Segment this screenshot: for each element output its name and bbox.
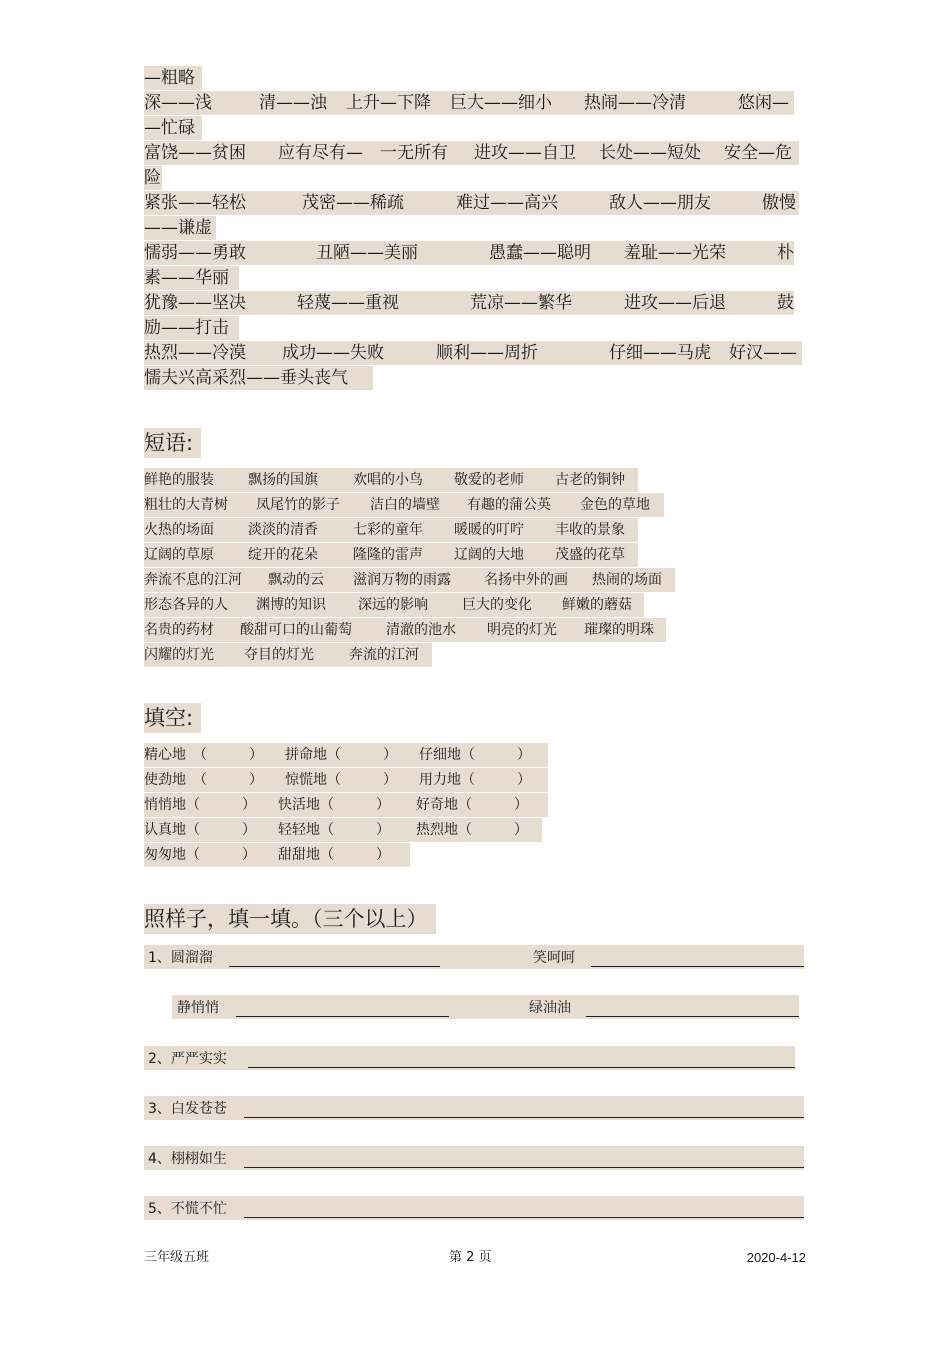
antonym-pair: 犹豫——坚决 <box>144 293 246 313</box>
antonym-pair: 安全—危 <box>724 143 792 163</box>
antonym-pair: 热闹——冷清 <box>584 93 686 113</box>
antonym-pair: 愚蠢——聪明 <box>489 243 591 263</box>
phrase-item: 鲜艳的服装 <box>144 472 214 488</box>
answer-line[interactable] <box>591 966 804 967</box>
antonym-line <box>144 91 804 116</box>
phrase-item: 暖暖的叮咛 <box>454 522 524 538</box>
antonym-pair: 羞耻——光荣 <box>624 243 726 263</box>
phrase-item: 名扬中外的画 <box>484 572 568 588</box>
phrase-item: 明亮的灯光 <box>487 622 557 638</box>
fill-blank-item[interactable]: 认真地（ ） <box>144 822 256 838</box>
antonym-pair: 险 <box>144 168 161 188</box>
phrase-item: 鲜嫩的蘑菇 <box>562 597 632 613</box>
example-2-label: 2、严严实实 <box>148 1051 227 1067</box>
antonym-pair: 素——华丽 <box>144 268 229 288</box>
fill-blank-item[interactable]: 快活地（ ） <box>278 797 390 813</box>
answer-line[interactable] <box>244 1117 804 1118</box>
footer-date: 2020-4-12 <box>746 1250 806 1265</box>
phrase-item: 形态各异的人 <box>144 597 228 613</box>
antonym-line <box>144 266 804 291</box>
phrase-item: 凤尾竹的影子 <box>256 497 340 513</box>
fill-blank-item[interactable]: 轻轻地（ ） <box>278 822 390 838</box>
phrase-item: 闪耀的灯光 <box>144 647 214 663</box>
phrase-item: 淡淡的清香 <box>248 522 318 538</box>
antonym-pair: 励——打击 <box>144 318 229 338</box>
antonym-pair: 一无所有 <box>380 143 448 163</box>
antonym-pair: 轻蔑——重视 <box>297 293 399 313</box>
phrase-item: 璀璨的明珠 <box>584 622 654 638</box>
answer-line[interactable] <box>229 966 440 967</box>
fill-blank-item[interactable]: 精心地 （ ） <box>144 747 263 763</box>
phrase-item: 辽阔的草原 <box>144 547 214 563</box>
fill-blank-item[interactable]: 甜甜地（ ） <box>278 847 390 863</box>
phrase-item: 茂盛的花草 <box>555 547 625 563</box>
phrase-item: 隆隆的雷声 <box>353 547 423 563</box>
phrase-item: 清澈的池水 <box>386 622 456 638</box>
phrase-item: 巨大的变化 <box>462 597 532 613</box>
phrase-item: 有趣的蒲公英 <box>467 497 551 513</box>
fill-blank-item[interactable]: 好奇地（ ） <box>416 797 528 813</box>
antonym-pair: 成功——失败 <box>282 343 384 363</box>
antonym-pair: 进攻——后退 <box>624 293 726 313</box>
antonym-pair: 敌人——朋友 <box>609 193 711 213</box>
phrase-item: 辽阔的大地 <box>454 547 524 563</box>
antonym-pair: 茂密——稀疏 <box>302 193 404 213</box>
phrase-item: 渊博的知识 <box>256 597 326 613</box>
antonym-pair: 应有尽有— <box>278 143 363 163</box>
phrase-item: 热闹的场面 <box>592 572 662 588</box>
example-3-label: 3、白发苍苍 <box>148 1101 227 1117</box>
phrase-item: 敬爱的老师 <box>454 472 524 488</box>
phrase-item: 酸甜可口的山葡萄 <box>240 622 352 638</box>
fill-blank-item[interactable]: 悄悄地（ ） <box>144 797 256 813</box>
phrase-item: 金色的草地 <box>580 497 650 513</box>
antonym-line <box>144 341 804 366</box>
antonym-pair: 上升—下降 <box>346 93 431 113</box>
antonym-list <box>144 66 804 391</box>
answer-line[interactable] <box>244 1217 804 1218</box>
antonym-pair: 巨大——细小 <box>450 93 552 113</box>
antonym-pair: 进攻——自卫 <box>474 143 576 163</box>
antonym-pair: 好汉—— <box>729 343 797 363</box>
antonym-line <box>144 166 804 191</box>
fill-blank-heading: 填空: <box>144 703 201 733</box>
phrases-heading: 短语: <box>144 428 201 458</box>
antonym-line <box>144 141 804 166</box>
antonym-pair: ——谦虚 <box>144 218 212 238</box>
antonym-pair: 难过——高兴 <box>456 193 558 213</box>
phrase-item: 滋润万物的雨露 <box>353 572 451 588</box>
phrase-item: 飘扬的国旗 <box>248 472 318 488</box>
phrase-item: 七彩的童年 <box>353 522 423 538</box>
antonym-pair: 长处——短处 <box>599 143 701 163</box>
antonym-pair: 朴 <box>777 243 794 263</box>
example-4-label: 4、栩栩如生 <box>148 1151 227 1167</box>
phrase-item: 火热的场面 <box>144 522 214 538</box>
example-1a-label: 1、圆溜溜 <box>148 950 213 966</box>
answer-line[interactable] <box>236 1016 449 1017</box>
phrase-item: 夺目的灯光 <box>244 647 314 663</box>
fill-blank-item[interactable]: 用力地（ ） <box>419 772 531 788</box>
antonym-pair: 鼓 <box>777 293 794 313</box>
antonym-pair: 悠闲— <box>738 93 789 113</box>
example-1b-label: 笑呵呵 <box>533 950 575 966</box>
fill-blank-item[interactable]: 惊慌地（ ） <box>285 772 397 788</box>
phrase-item: 名贵的药材 <box>144 622 214 638</box>
phrase-item: 丰收的景象 <box>555 522 625 538</box>
fill-blank-item[interactable]: 拼命地（ ） <box>285 747 397 763</box>
answer-line[interactable] <box>586 1016 799 1017</box>
antonym-line <box>144 216 804 241</box>
footer-class-name: 三年级五班 <box>144 1250 210 1265</box>
antonym-pair: —忙碌 <box>144 118 195 138</box>
antonym-line <box>144 116 804 141</box>
antonym-pair: 深——浅 <box>144 93 212 113</box>
phrase-item: 绽开的花朵 <box>248 547 318 563</box>
phrase-item: 奔流不息的江河 <box>144 572 242 588</box>
antonym-line <box>144 366 804 391</box>
antonym-pair: 仔细——马虎 <box>609 343 711 363</box>
example-1d-label: 绿油油 <box>529 1000 571 1016</box>
footer-page-number: 第 2 页 <box>449 1250 492 1265</box>
antonym-line <box>144 241 804 266</box>
antonym-pair: 傲慢 <box>762 193 796 213</box>
antonym-pair: 丑陋——美丽 <box>316 243 418 263</box>
phrase-item: 飘动的云 <box>268 572 324 588</box>
answer-line[interactable] <box>244 1167 804 1168</box>
phrase-item: 古老的铜钟 <box>555 472 625 488</box>
antonym-pair: 清——浊 <box>259 93 327 113</box>
antonym-pair: 顺利——周折 <box>436 343 538 363</box>
phrase-item: 欢唱的小鸟 <box>353 472 423 488</box>
antonym-pair: 懦弱——勇敢 <box>144 243 246 263</box>
antonym-line <box>144 291 804 316</box>
antonym-pair: 荒凉——繁华 <box>470 293 572 313</box>
fill-blank-item[interactable]: 匆匆地（ ） <box>144 847 256 863</box>
example-heading: 照样子，填一填。（三个以上） <box>144 904 436 934</box>
antonym-pair: 热烈——冷漠 <box>144 343 246 363</box>
antonym-pair: 紧张——轻松 <box>144 193 246 213</box>
fill-blank-item[interactable]: 使劲地 （ ） <box>144 772 263 788</box>
phrase-item: 粗壮的大青树 <box>144 497 228 513</box>
antonym-line <box>144 191 804 216</box>
example-5-label: 5、不慌不忙 <box>148 1201 227 1217</box>
antonym-line <box>144 316 804 341</box>
answer-line[interactable] <box>248 1067 795 1068</box>
phrase-item: 洁白的墙壁 <box>370 497 440 513</box>
antonym-pair: 懦夫兴高采烈——垂头丧气 <box>144 368 348 388</box>
antonym-pair: 富饶——贫困 <box>144 143 246 163</box>
antonym-line <box>144 66 804 91</box>
fill-blank-item[interactable]: 热烈地（ ） <box>416 822 528 838</box>
antonym-pair: —粗略 <box>144 68 195 88</box>
example-1c-label: 静悄悄 <box>177 1000 219 1016</box>
phrase-item: 深远的影响 <box>358 597 428 613</box>
fill-blank-item[interactable]: 仔细地（ ） <box>419 747 531 763</box>
phrase-item: 奔流的江河 <box>349 647 419 663</box>
